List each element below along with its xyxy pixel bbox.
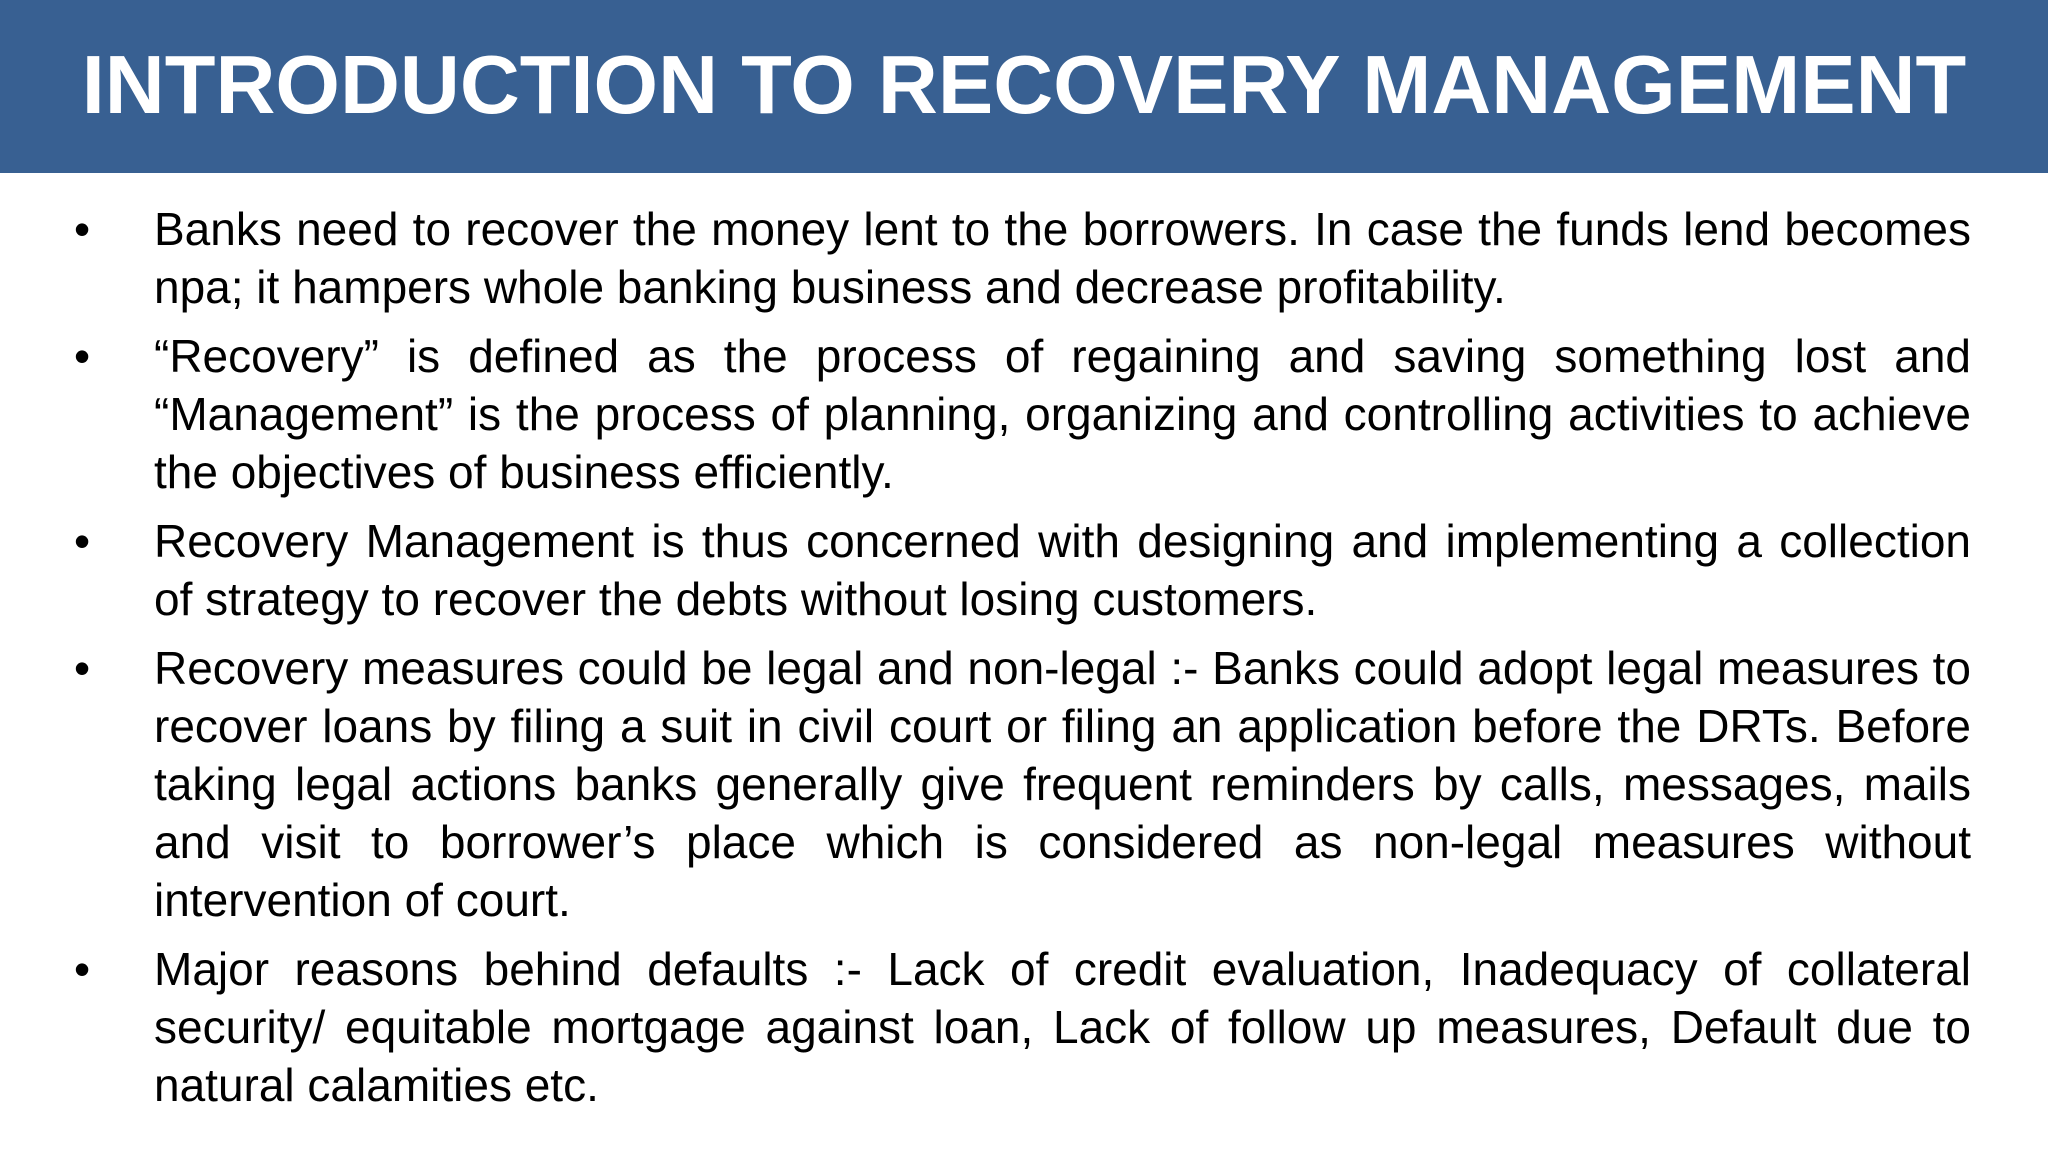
- slide-title: INTRODUCTION TO RECOVERY MANAGEMENT: [81, 37, 1967, 131]
- bullet-text: Banks need to recover the money lent to the borrowers. In case the funds lend becomes npa; it hampers whole banking business and decrease profitability.: [154, 203, 1971, 313]
- bullet-item-recovery-definition: [64, 327, 1971, 501]
- bullet-item-recovery-measures: [64, 639, 1971, 929]
- bullet-point-icon: •: [74, 515, 91, 567]
- bullet-text: Recovery Management is thus concerned with designing and implementing a collection of strategy to recover the debts without losing customers.: [154, 515, 1971, 625]
- title-bar: [0, 0, 2048, 173]
- bullet-text: “Recovery” is defined as the process of regaining and saving something lost and “Management” is the process of planning, organizing and controlling activities to achieve the objectives of business efficiently.: [154, 330, 1971, 498]
- bullet-point-icon: •: [74, 330, 91, 382]
- bullet-point-icon: •: [74, 642, 91, 694]
- bullet-point-icon: •: [74, 203, 91, 255]
- bullet-item-banks-recover: [64, 200, 1971, 316]
- bullet-item-default-reasons: [64, 940, 1971, 1114]
- bullet-text: Recovery measures could be legal and non-legal :- Banks could adopt legal measures to recover loans by filing a suit in civil court or filing an application before the DRTs. Before taking legal actions banks generally give frequent reminders by calls, messages, mails and visit to borrower’s place which is considered as non-legal measures without intervention of court.: [154, 642, 1971, 926]
- bullet-list: [64, 200, 1971, 1125]
- bullet-item-recovery-management: [64, 512, 1971, 628]
- bullet-text: Major reasons behind defaults :- Lack of credit evaluation, Inadequacy of collateral security/ equitable mortgage against loan, Lack of follow up measures, Default due to natural calamities etc.: [154, 943, 1971, 1111]
- bullet-point-icon: •: [74, 943, 91, 995]
